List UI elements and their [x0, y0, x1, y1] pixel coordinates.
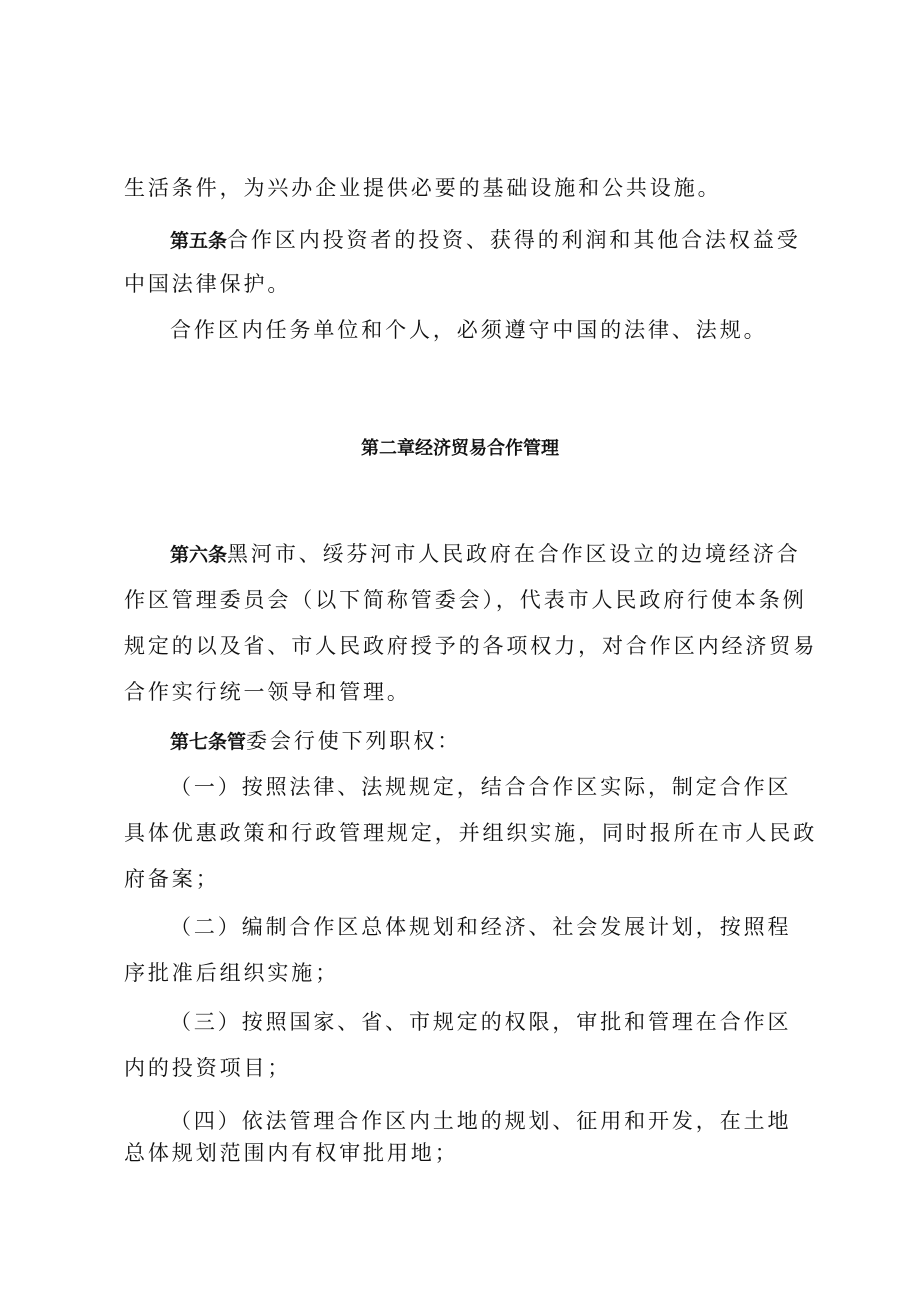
paragraph-line — [124, 173, 804, 203]
text-run: 规定的以及省、市人民政府授予的各项权力，对合作区内经济贸易 — [124, 634, 818, 658]
article-6-line-2 — [124, 585, 807, 615]
text-run: 中国法律保护。 — [124, 272, 292, 296]
text-run: 委会行使下列职权： — [246, 729, 462, 753]
text-run: （二）编制合作区总体规划和经济、社会发展计划，按照程 — [170, 915, 792, 939]
item-1-line-3 — [124, 864, 804, 894]
text-run: 内的投资项目； — [124, 1056, 292, 1080]
item-3-line-1 — [170, 1007, 850, 1037]
item-2-line-1 — [170, 912, 850, 942]
item-2-line-2 — [124, 958, 804, 988]
article-6-line-1 — [170, 539, 850, 570]
article-5-paragraph-2 — [170, 315, 850, 345]
text-run: 府备案； — [124, 867, 220, 891]
article-5-label: 第五条 — [170, 230, 228, 252]
article-7-label: 第七条管 — [170, 731, 247, 753]
article-5-line-1 — [170, 225, 850, 256]
text-run: 具体优惠政策和行政管理规定，并组织实施，同时报所在市人民政 — [124, 821, 818, 845]
article-6-label: 第六条 — [170, 544, 228, 566]
item-1-line-1 — [170, 772, 850, 802]
article-6-line-4 — [124, 677, 804, 707]
chapter-2-title: 第二章经济贸易合作管理 — [361, 438, 559, 459]
text-run: 总体规划范围内有权审批用地； — [124, 1141, 459, 1165]
text-run: （三）按照国家、省、市规定的权限，审批和管理在合作区 — [170, 1010, 792, 1034]
item-3-line-2 — [124, 1053, 804, 1083]
text-run: 作区管理委员会（以下简称管委会），代表市人民政府行使本条例 — [124, 588, 807, 612]
text-run: 合作实行统一领导和管理。 — [124, 680, 411, 704]
item-4-line-2 — [124, 1138, 804, 1168]
item-1-line-2 — [124, 818, 818, 848]
text-run: 合作区内投资者的投资、获得的利润和其他合法权益受 — [227, 228, 801, 252]
item-4-line-1 — [170, 1106, 850, 1136]
article-5-line-2 — [124, 269, 804, 299]
article-6-line-3 — [124, 631, 818, 661]
text-run: 合作区内任务单位和个人，必须遵守中国的法律、法规。 — [170, 318, 768, 342]
text-run: 序批准后组织实施； — [124, 961, 340, 985]
text-run: （四）依法管理合作区内土地的规划、征用和开发，在土地 — [170, 1109, 792, 1133]
text-run: 生活条件，为兴办企业提供必要的基础设施和公共设施。 — [124, 176, 722, 200]
article-7-line-1 — [170, 726, 850, 757]
text-run: 黑河市、绥芬河市人民政府在合作区设立的边境经济合 — [227, 542, 801, 566]
text-run: （一）按照法律、法规规定，结合合作区实际，制定合作区 — [170, 775, 792, 799]
